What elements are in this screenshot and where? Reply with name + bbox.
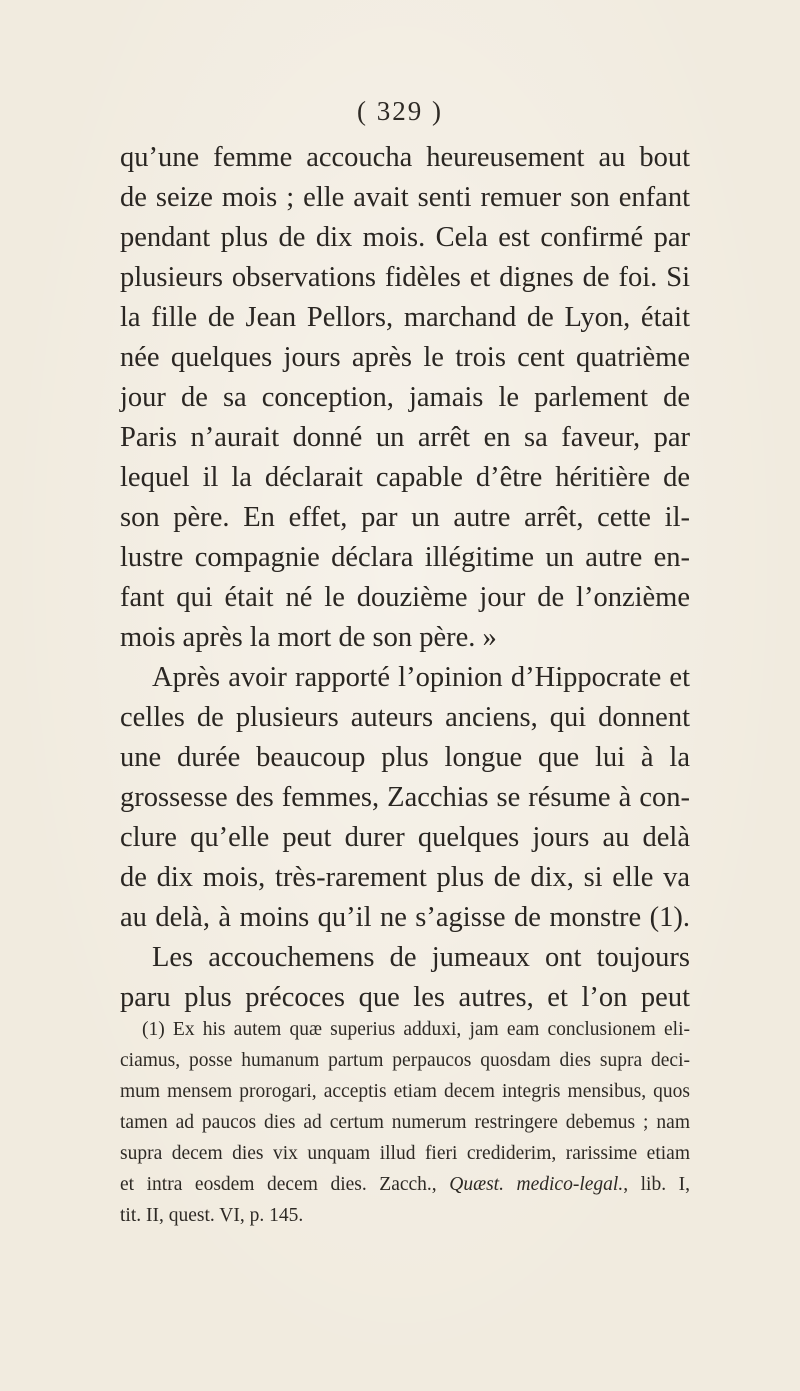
body-line: Après avoir rapporté l’opinion d’Hippocrate et	[152, 662, 690, 693]
body-line: jour de sa conception, jamais le parlement de	[120, 382, 690, 413]
footnote-line: ciamus, posse humanum partum perpaucos quosdam dies supra deci-	[120, 1050, 690, 1071]
body-line: plusieurs observations fidèles et dignes de foi. Si	[120, 262, 690, 293]
footnote-line: tamen ad paucos dies ad certum numerum restringere debemus ; nam	[120, 1112, 690, 1133]
footnote-line-citation	[120, 1169, 690, 1200]
body-line: lustre compagnie déclara illégitime un autre en-	[120, 542, 690, 573]
body-line: fant qui était né le douzième jour de l’onzième	[120, 582, 690, 613]
footnote-line: (1) Ex his autem quæ superius adduxi, jam eam conclusionem eli-	[142, 1019, 690, 1040]
body-line: celles de plusieurs auteurs anciens, qui donnent	[120, 702, 690, 733]
body-line: de seize mois ; elle avait senti remuer son enfant	[120, 182, 690, 213]
body-line: mois après la mort de son père. »	[120, 622, 497, 653]
body-line: pendant plus de dix mois. Cela est confirmé par	[120, 222, 690, 253]
body-line: née quelques jours après le trois cent quatrième	[120, 342, 690, 373]
body-line: qu’une femme accoucha heureusement au bout	[120, 142, 690, 173]
body-line: clure qu’elle peut durer quelques jours au delà	[120, 822, 690, 853]
citation-rest: , lib. I,	[623, 1174, 691, 1195]
body-line: son père. En effet, par un autre arrêt, cette il-	[120, 502, 690, 533]
footnote-line: et intra eosdem decem dies. Zacch.,	[120, 1174, 437, 1195]
footnote	[120, 1014, 690, 1231]
body-line: au delà, à moins qu’il ne s’agisse de monstre (1).	[120, 902, 690, 933]
body-line: de dix mois, très-rarement plus de dix, si elle va	[120, 862, 690, 893]
body-line: Paris n’aurait donné un arrêt en sa faveur, par	[120, 422, 690, 453]
body-line: la fille de Jean Pellors, marchand de Lyon, était	[120, 302, 690, 333]
footnote-line: mum mensem prorogari, acceptis etiam decem integris mensibus, quos	[120, 1081, 690, 1102]
footnote-line: supra decem dies vix unquam illud fieri crediderim, rarissime etiam	[120, 1143, 690, 1164]
body-text	[120, 138, 690, 1018]
body-line: paru plus précoces que les autres, et l’on peut	[120, 982, 690, 1013]
page-number: ( 329 )	[357, 96, 443, 126]
citation-title: Quæst. medico-legal.	[449, 1174, 624, 1195]
body-line: une durée beaucoup plus longue que lui à la	[120, 742, 690, 773]
body-line: grossesse des femmes, Zacchias se résume à con-	[120, 782, 690, 813]
body-line: lequel il la déclarait capable d’être héritière de	[120, 462, 690, 493]
body-line: Les accouchemens de jumeaux ont toujours	[152, 942, 690, 973]
footnote-line: tit. II, quest. VI, p. 145.	[120, 1205, 304, 1226]
